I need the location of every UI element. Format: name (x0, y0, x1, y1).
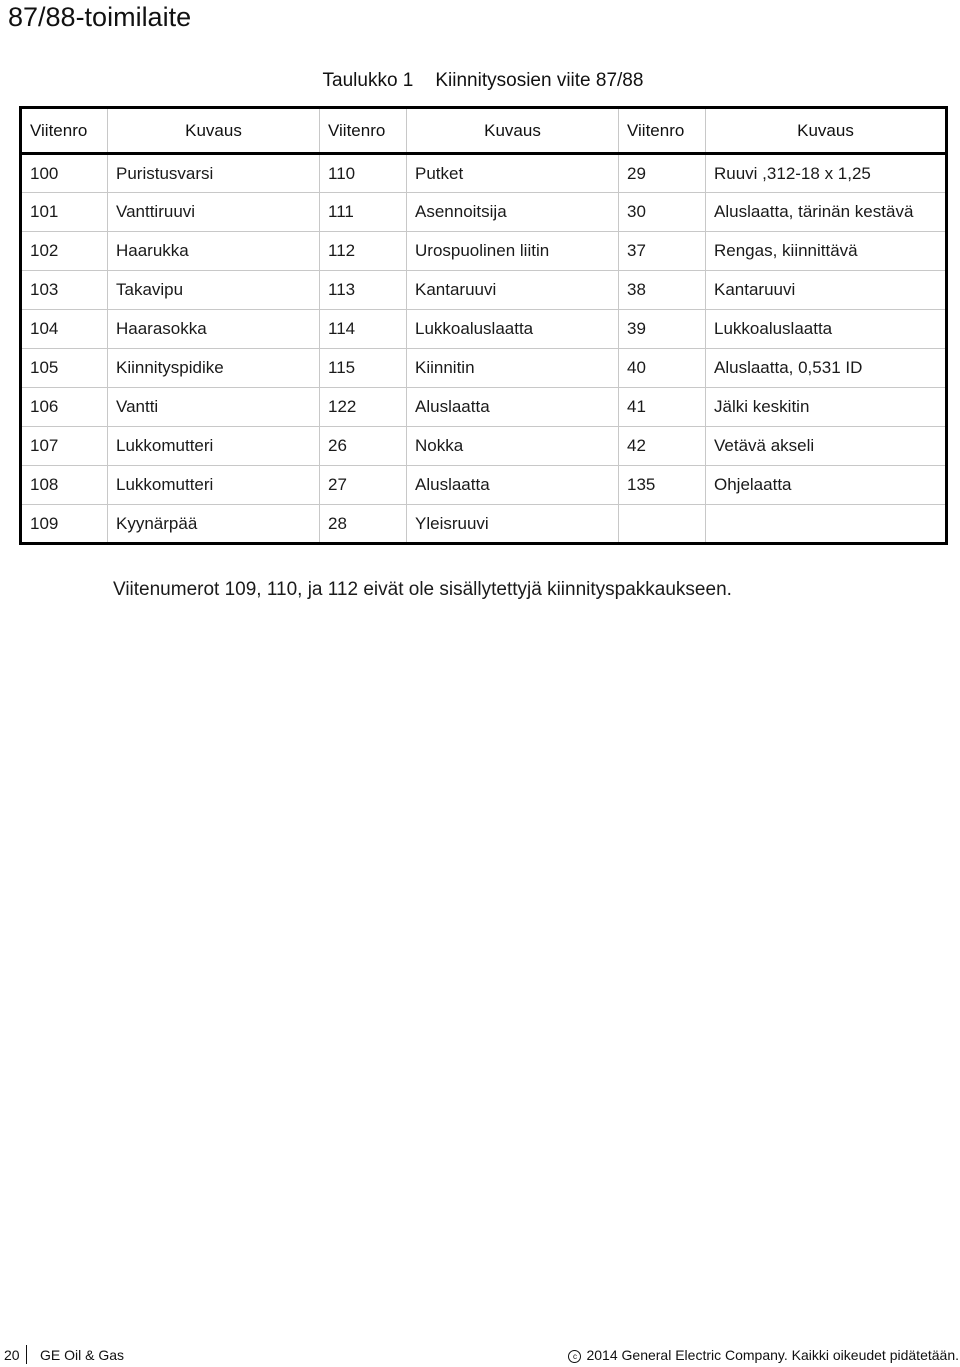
page-title: 87/88-toimilaite (8, 2, 192, 32)
copyright-icon: c (568, 1350, 581, 1363)
table-header-row (21, 108, 947, 154)
table-cell: 40 (619, 349, 706, 388)
table-row (21, 388, 947, 427)
table-cell: Puristusvarsi (108, 154, 320, 193)
table-cell: Haarasokka (108, 310, 320, 349)
table-cell: 110 (320, 154, 407, 193)
table-cell (619, 505, 706, 544)
table-cell: 109 (21, 505, 108, 544)
table-cell: Aluslaatta (407, 388, 619, 427)
table-row (21, 154, 947, 193)
table-cell: Kantaruuvi (706, 271, 947, 310)
table-cell: 30 (619, 193, 706, 232)
table-cell: 107 (21, 427, 108, 466)
table-cell: Putket (407, 154, 619, 193)
table-cell: 122 (320, 388, 407, 427)
table-cell: 112 (320, 232, 407, 271)
table-cell: 37 (619, 232, 706, 271)
footer-divider (26, 1345, 27, 1364)
column-header-viitenro: Viitenro (619, 108, 706, 154)
table-cell: Lukkomutteri (108, 427, 320, 466)
table-cell: Lukkoaluslaatta (407, 310, 619, 349)
table-cell: Lukkoaluslaatta (706, 310, 947, 349)
column-header-viitenro: Viitenro (21, 108, 108, 154)
column-header-kuvaus: Kuvaus (407, 108, 619, 154)
column-header-viitenro: Viitenro (320, 108, 407, 154)
table-cell: 27 (320, 466, 407, 505)
table-cell: 108 (21, 466, 108, 505)
table-cell: Lukkomutteri (108, 466, 320, 505)
reference-table (19, 106, 948, 545)
table-row (21, 427, 947, 466)
table-cell: Vanttiruuvi (108, 193, 320, 232)
table-cell: Aluslaatta (407, 466, 619, 505)
table-cell: Yleisruuvi (407, 505, 619, 544)
table-cell: 135 (619, 466, 706, 505)
table-cell: Haarukka (108, 232, 320, 271)
table-cell: Aluslaatta, 0,531 ID (706, 349, 947, 388)
table-caption (0, 67, 960, 95)
table-cell: Rengas, kiinnittävä (706, 232, 947, 271)
table-footnote: Viitenumerot 109, 110, ja 112 eivät ole sisällytettyjä kiinnityspakkaukseen. (113, 579, 732, 600)
page-number: 20 (4, 1347, 20, 1363)
table-row (21, 271, 947, 310)
table-cell: 39 (619, 310, 706, 349)
table-cell: 104 (21, 310, 108, 349)
copyright-notice (568, 1345, 959, 1365)
table-cell: 26 (320, 427, 407, 466)
table-cell: 103 (21, 271, 108, 310)
table-cell: Vantti (108, 388, 320, 427)
table-cell: Urospuolinen liitin (407, 232, 619, 271)
table-cell: Kyynärpää (108, 505, 320, 544)
table-cell: Aluslaatta, tärinän kestävä (706, 193, 947, 232)
table-cell: Jälki keskitin (706, 388, 947, 427)
table-cell: 29 (619, 154, 706, 193)
copyright-text: 2014 General Electric Company. Kaikki oikeudet pidätetään. (586, 1347, 959, 1363)
table-cell: Ruuvi ,312-18 x 1,25 (706, 154, 947, 193)
table-cell: Vetävä akseli (706, 427, 947, 466)
table-cell: 114 (320, 310, 407, 349)
table-row (21, 232, 947, 271)
page-footer (0, 1345, 960, 1365)
table-cell: Kiinnitin (407, 349, 619, 388)
table-cell: Takavipu (108, 271, 320, 310)
table-cell: 115 (320, 349, 407, 388)
table-cell: 38 (619, 271, 706, 310)
table-cell: Ohjelaatta (706, 466, 947, 505)
column-header-kuvaus: Kuvaus (108, 108, 320, 154)
table-cell: 106 (21, 388, 108, 427)
table-cell: 41 (619, 388, 706, 427)
table-cell: 105 (21, 349, 108, 388)
table-cell: 42 (619, 427, 706, 466)
table-row (21, 193, 947, 232)
table-cell: Asennoitsija (407, 193, 619, 232)
company-name: GE Oil & Gas (40, 1347, 125, 1363)
table-cell: 111 (320, 193, 407, 232)
table-cell: 28 (320, 505, 407, 544)
table-row (21, 466, 947, 505)
table-caption-number: Taulukko 1 (322, 70, 414, 91)
table-cell: 100 (21, 154, 108, 193)
table-cell (706, 505, 947, 544)
table-cell: Nokka (407, 427, 619, 466)
table-row (21, 349, 947, 388)
column-header-kuvaus: Kuvaus (706, 108, 947, 154)
table-caption-title: Kiinnitysosien viite 87/88 (435, 70, 644, 91)
table-cell: 113 (320, 271, 407, 310)
table-cell: 101 (21, 193, 108, 232)
table-cell: Kiinnityspidike (108, 349, 320, 388)
table-row (21, 505, 947, 544)
table-row (21, 310, 947, 349)
table-cell: Kantaruuvi (407, 271, 619, 310)
table-cell: 102 (21, 232, 108, 271)
